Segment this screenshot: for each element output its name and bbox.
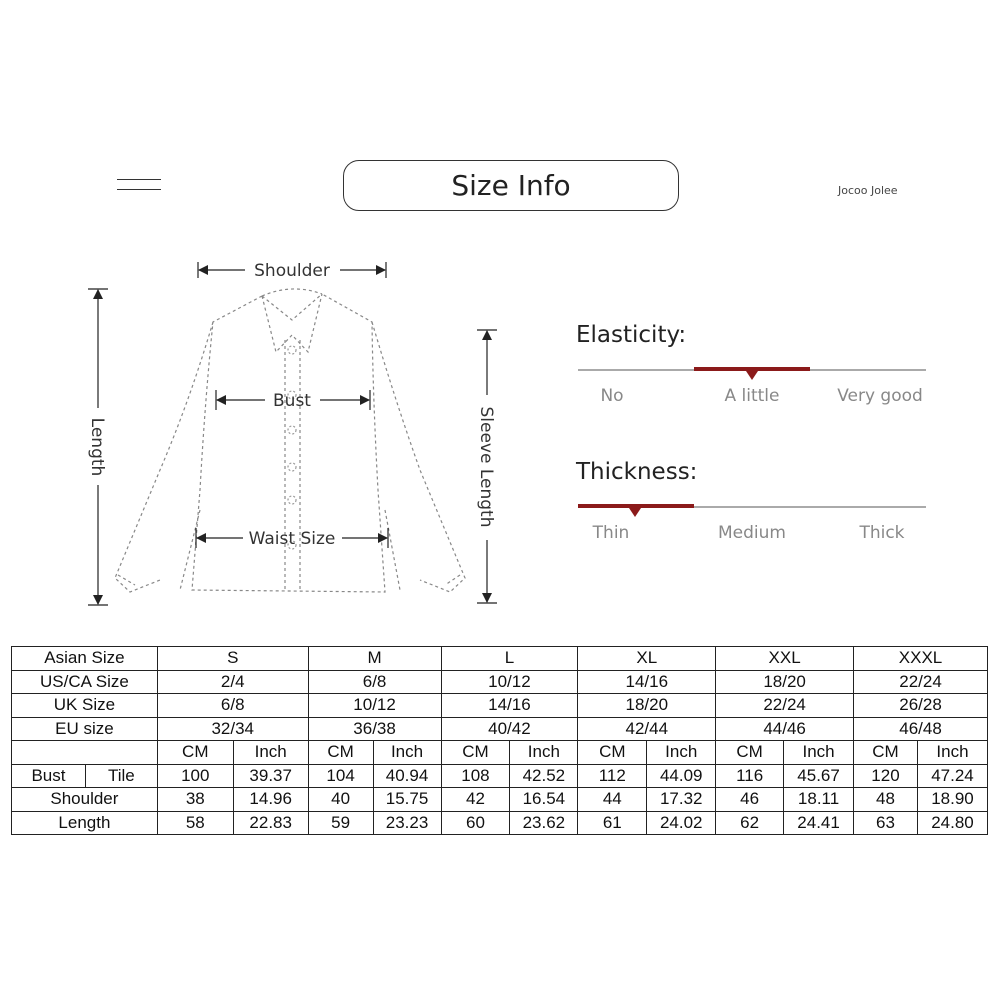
size-header: XL — [578, 647, 716, 671]
table-cell: 44/46 — [716, 717, 854, 741]
table-cell: 14/16 — [441, 694, 578, 718]
unit-header-inch: Inch — [647, 741, 716, 765]
elasticity-option-very-good: Very good — [837, 386, 923, 406]
thickness-title: Thickness: — [576, 459, 698, 485]
table-cell: 26/28 — [854, 694, 988, 718]
table-cell: 104 — [308, 764, 373, 788]
unit-header-cm: CM — [441, 741, 510, 765]
elasticity-option-no: No — [600, 386, 624, 406]
length-label: Length — [87, 417, 107, 477]
table-cell: 42 — [441, 788, 510, 812]
row-label-length: Length — [12, 811, 158, 835]
table-cell: 38 — [157, 788, 233, 812]
table-cell: 14/16 — [578, 670, 716, 694]
size-table — [11, 646, 988, 835]
table-cell: 18.11 — [784, 788, 854, 812]
table-cell: 44 — [578, 788, 647, 812]
brand-name: Jocoo Jolee — [838, 184, 898, 197]
table-cell: 6/8 — [308, 670, 441, 694]
table-cell: 32/34 — [157, 717, 308, 741]
table-row-usca-size — [12, 670, 988, 694]
table-cell: 14.96 — [233, 788, 308, 812]
row-label-tile: Tile — [85, 764, 157, 788]
elasticity-marker-icon — [746, 371, 758, 380]
thickness-option-thick: Thick — [859, 523, 905, 543]
table-cell: 46 — [716, 788, 784, 812]
table-cell: 40/42 — [441, 717, 578, 741]
table-cell: 60 — [441, 811, 510, 835]
table-cell: 42.52 — [510, 764, 578, 788]
unit-header-cm: CM — [854, 741, 918, 765]
table-cell: 6/8 — [157, 694, 308, 718]
unit-header-inch: Inch — [233, 741, 308, 765]
table-row-units — [12, 741, 988, 765]
table-cell: 58 — [157, 811, 233, 835]
table-cell: 22.83 — [233, 811, 308, 835]
empty-cell — [12, 741, 158, 765]
row-label-eu-size: EU size — [12, 717, 158, 741]
shirt-buttons — [288, 346, 296, 549]
table-cell: 18/20 — [578, 694, 716, 718]
row-label-shoulder: Shoulder — [12, 788, 158, 812]
page-title-text: Size Info — [451, 169, 571, 202]
table-row-eu-size — [12, 717, 988, 741]
table-cell: 40.94 — [373, 764, 441, 788]
thickness-option-medium: Medium — [718, 523, 786, 543]
sleeve-length-measure — [476, 330, 497, 603]
table-cell: 15.75 — [373, 788, 441, 812]
sleeve-length-label: Sleeve Length — [476, 406, 496, 528]
waist-measure — [196, 528, 388, 549]
table-cell: 18.90 — [917, 788, 987, 812]
table-cell: 120 — [854, 764, 918, 788]
page-title — [343, 160, 679, 211]
table-row-bust — [12, 764, 988, 788]
shoulder-label: Shoulder — [254, 261, 330, 281]
row-label-uk-size: UK Size — [12, 694, 158, 718]
table-cell: 22/24 — [716, 694, 854, 718]
thickness-marker-icon — [629, 508, 641, 517]
shoulder-measure — [198, 261, 386, 281]
bust-measure — [216, 390, 370, 411]
table-cell: 39.37 — [233, 764, 308, 788]
table-cell: 36/38 — [308, 717, 441, 741]
table-cell: 63 — [854, 811, 918, 835]
unit-header-cm: CM — [157, 741, 233, 765]
size-header: M — [308, 647, 441, 671]
table-cell: 59 — [308, 811, 373, 835]
table-cell: 23.23 — [373, 811, 441, 835]
table-cell: 48 — [854, 788, 918, 812]
table-cell: 18/20 — [716, 670, 854, 694]
table-cell: 24.80 — [917, 811, 987, 835]
table-cell: 62 — [716, 811, 784, 835]
table-row-uk-size — [12, 694, 988, 718]
unit-header-inch: Inch — [510, 741, 578, 765]
row-label-asian-size: Asian Size — [12, 647, 158, 671]
table-cell: 10/12 — [308, 694, 441, 718]
row-label-bust: Bust — [12, 764, 86, 788]
table-cell: 100 — [157, 764, 233, 788]
table-cell: 47.24 — [917, 764, 987, 788]
elasticity-title: Elasticity: — [576, 322, 687, 348]
table-cell: 40 — [308, 788, 373, 812]
unit-header-cm: CM — [578, 741, 647, 765]
table-cell: 2/4 — [157, 670, 308, 694]
table-cell: 42/44 — [578, 717, 716, 741]
table-cell: 17.32 — [647, 788, 716, 812]
unit-header-cm: CM — [308, 741, 373, 765]
waist-label: Waist Size — [248, 529, 336, 549]
size-header: L — [441, 647, 578, 671]
table-row-length — [12, 811, 988, 835]
table-cell: 16.54 — [510, 788, 578, 812]
table-cell: 45.67 — [784, 764, 854, 788]
table-cell: 22/24 — [854, 670, 988, 694]
table-cell: 44.09 — [647, 764, 716, 788]
menu-icon[interactable] — [117, 179, 161, 193]
table-cell: 61 — [578, 811, 647, 835]
table-cell: 116 — [716, 764, 784, 788]
row-label-usca-size: US/CA Size — [12, 670, 158, 694]
unit-header-inch: Inch — [917, 741, 987, 765]
unit-header-inch: Inch — [373, 741, 441, 765]
size-header: XXXL — [854, 647, 988, 671]
table-cell: 108 — [441, 764, 510, 788]
table-cell: 46/48 — [854, 717, 988, 741]
elasticity-option-a-little: A little — [724, 386, 780, 406]
table-cell: 24.41 — [784, 811, 854, 835]
shirt-diagram — [0, 240, 560, 620]
table-cell: 23.62 — [510, 811, 578, 835]
size-header: XXL — [716, 647, 854, 671]
unit-header-inch: Inch — [784, 741, 854, 765]
table-cell: 10/12 — [441, 670, 578, 694]
length-measure — [87, 289, 108, 605]
unit-header-cm: CM — [716, 741, 784, 765]
size-header: S — [157, 647, 308, 671]
bust-label: Bust — [273, 391, 311, 411]
table-row-shoulder — [12, 788, 988, 812]
table-row-asian-size — [12, 647, 988, 671]
table-cell: 24.02 — [647, 811, 716, 835]
table-cell: 112 — [578, 764, 647, 788]
thickness-option-thin: Thin — [592, 523, 630, 543]
